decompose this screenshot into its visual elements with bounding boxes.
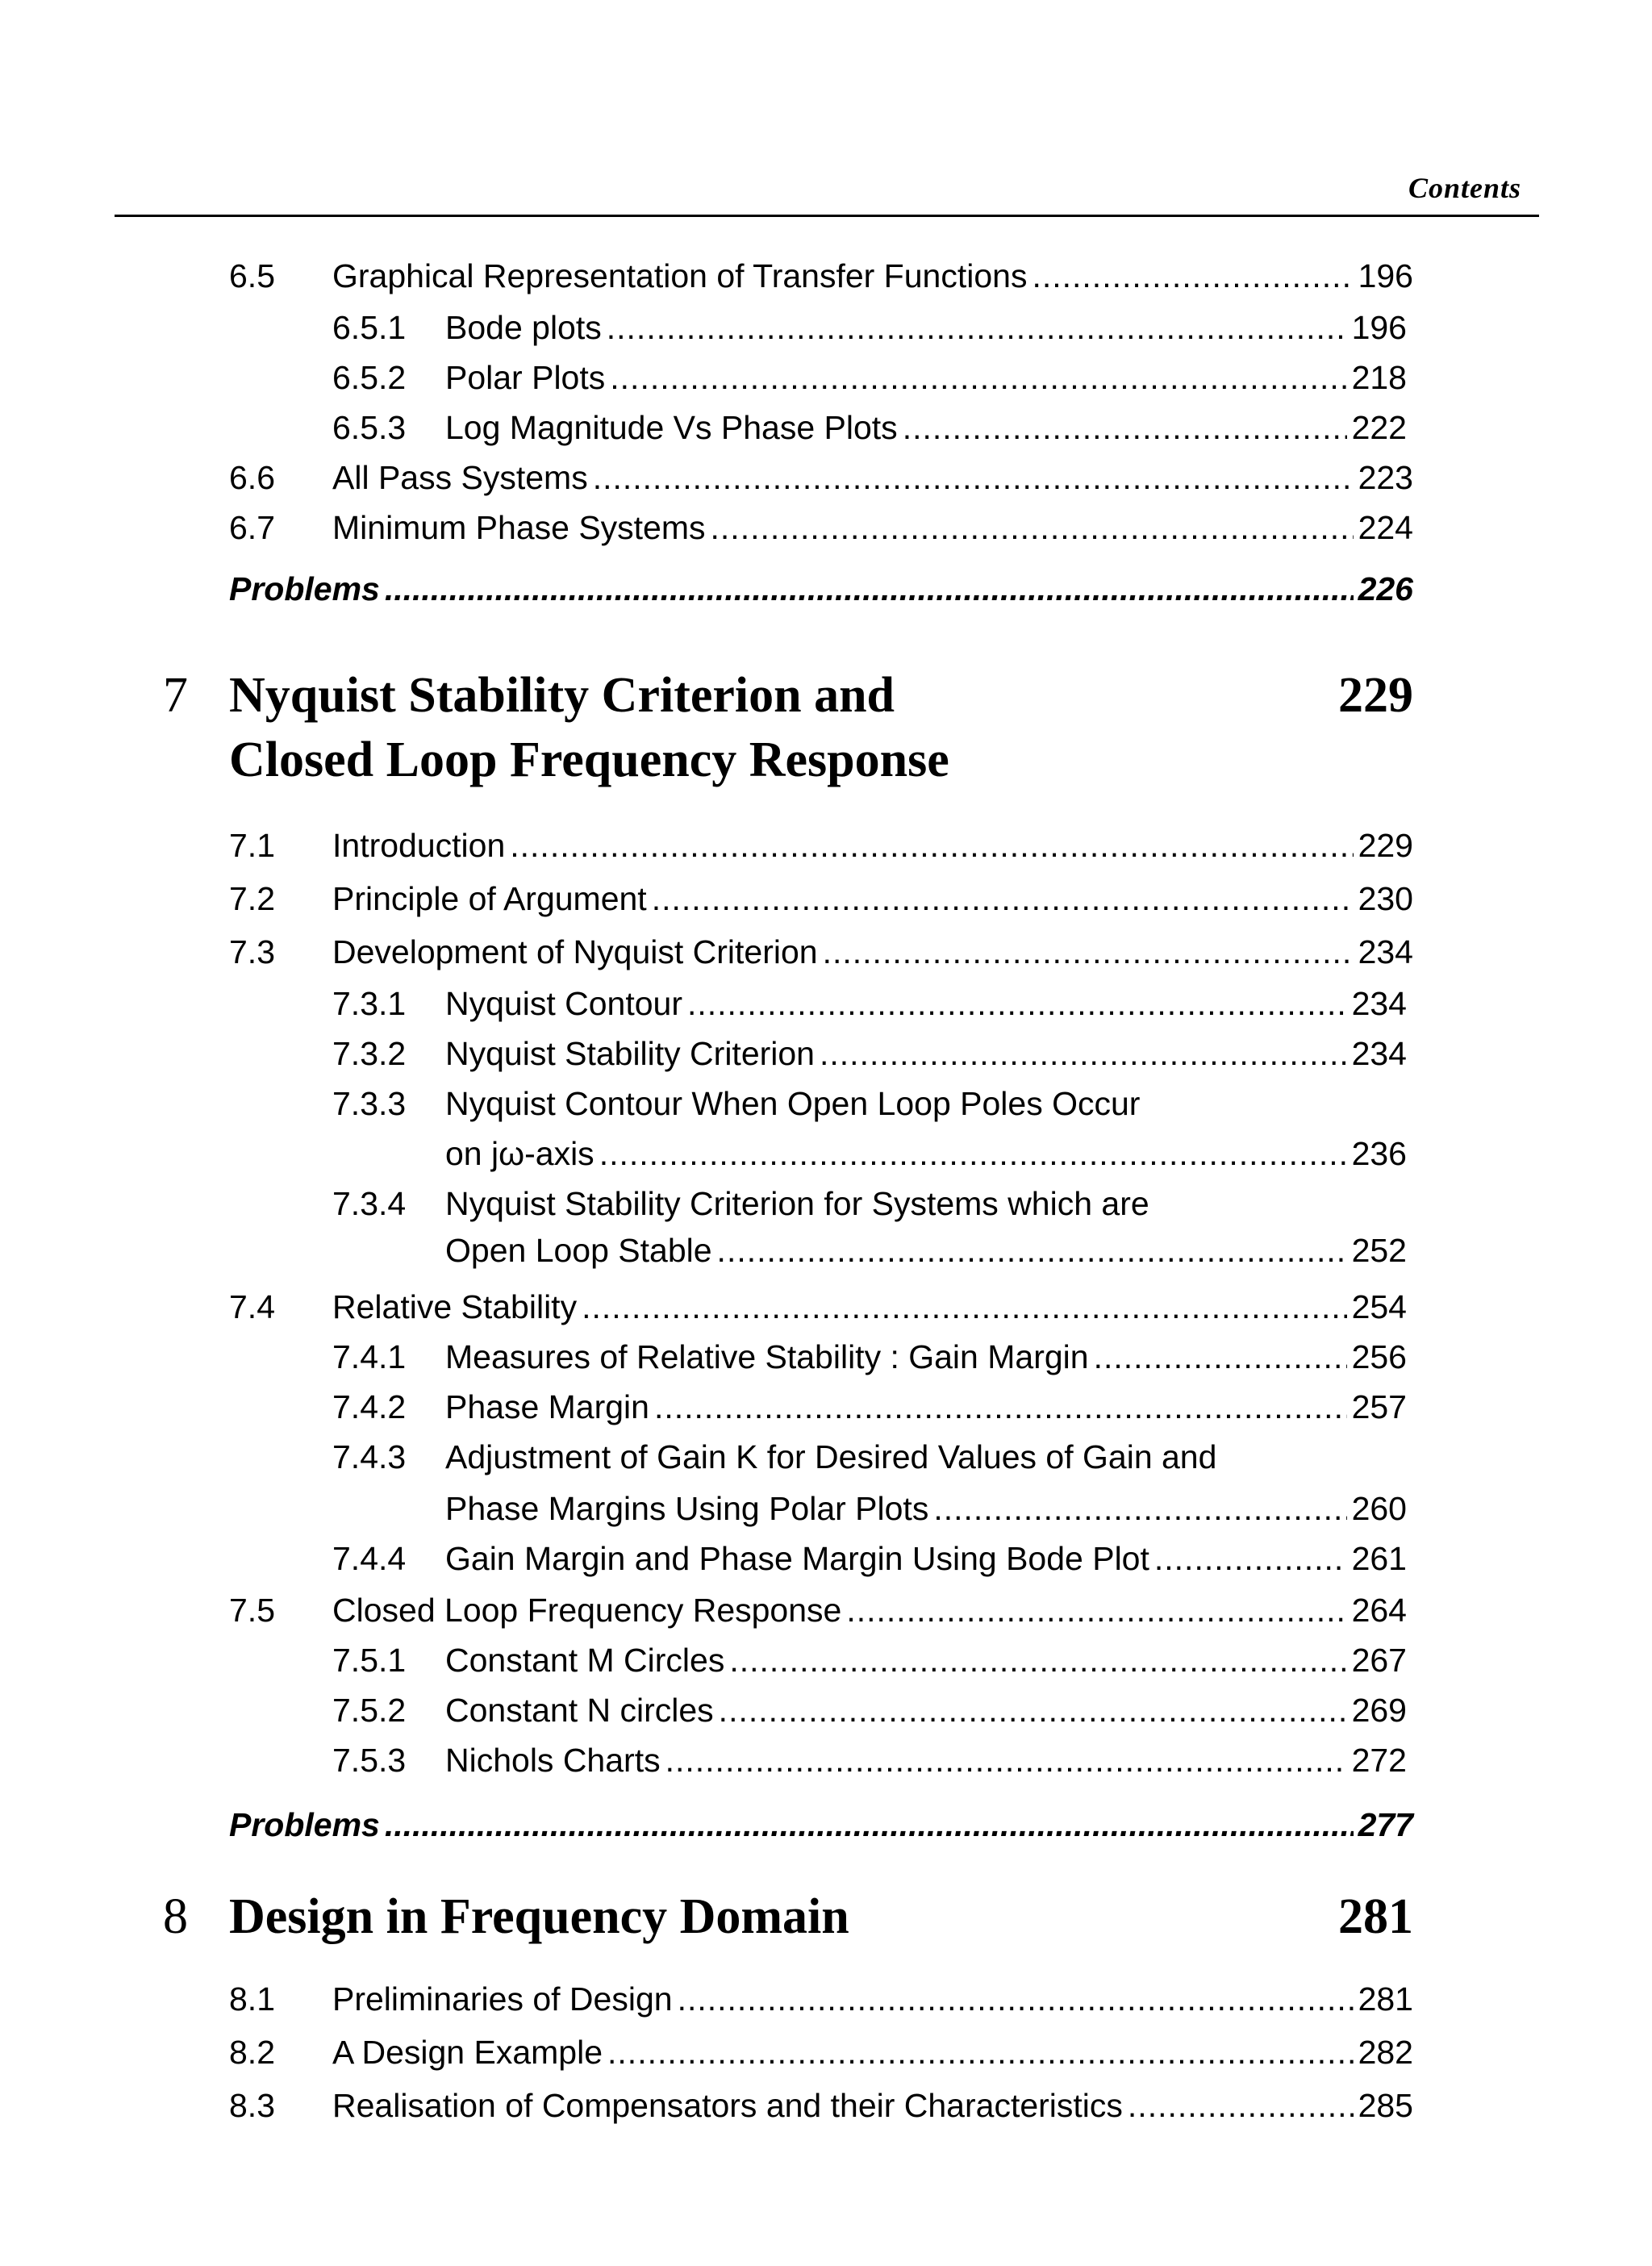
page-number: 226 bbox=[1358, 570, 1413, 607]
page-number: 272 bbox=[1351, 1742, 1407, 1779]
toc-entry-6-5[interactable] bbox=[0, 252, 1652, 300]
chapter-page-number: 281 bbox=[1338, 1889, 1413, 1944]
dot-leader bbox=[729, 1636, 1346, 1684]
dot-leader bbox=[678, 1975, 1354, 2023]
toc-entry-7-4-2[interactable] bbox=[0, 1383, 1652, 1431]
section-title: Log Magnitude Vs Phase Plots bbox=[445, 409, 898, 446]
section-title: Adjustment of Gain K for Desired Values of Gain and bbox=[445, 1438, 1217, 1475]
section-title: Principle of Argument bbox=[332, 880, 647, 917]
section-title: Closed Loop Frequency Response bbox=[332, 1592, 842, 1629]
section-number: 7.2 bbox=[229, 880, 275, 917]
page-number: 218 bbox=[1351, 359, 1407, 396]
toc-entry-6-6[interactable] bbox=[0, 453, 1652, 502]
section-number: 7.5 bbox=[229, 1592, 275, 1629]
dot-leader bbox=[1032, 252, 1353, 300]
section-number: 7.5.1 bbox=[332, 1642, 407, 1679]
dot-leader bbox=[1154, 1534, 1347, 1583]
toc-entry-7-4-3-continued[interactable] bbox=[0, 1484, 1652, 1533]
section-number: 6.7 bbox=[229, 509, 275, 546]
section-number: 7.4.3 bbox=[332, 1438, 407, 1475]
section-number: 6.5.2 bbox=[332, 359, 407, 396]
page-number: 267 bbox=[1351, 1642, 1407, 1679]
section-number: 6.5 bbox=[229, 257, 275, 294]
chapter-title-line1: Design in Frequency Domain bbox=[229, 1889, 849, 1944]
section-title: A Design Example bbox=[332, 2034, 603, 2071]
dot-leader bbox=[582, 1283, 1347, 1331]
dot-leader bbox=[665, 1736, 1347, 1784]
section-title: Problems bbox=[229, 1806, 380, 1843]
section-title: Relative Stability bbox=[332, 1288, 578, 1325]
running-header: Contents bbox=[1408, 172, 1521, 204]
toc-entry-7-4-4[interactable] bbox=[0, 1534, 1652, 1583]
dot-leader bbox=[687, 979, 1347, 1028]
section-number: 7.4.4 bbox=[332, 1540, 407, 1577]
section-number: 7.5.3 bbox=[332, 1742, 407, 1779]
toc-entry-7-3-2[interactable] bbox=[0, 1029, 1652, 1078]
dot-leader bbox=[510, 821, 1353, 870]
section-number: 7.3.2 bbox=[332, 1035, 407, 1072]
section-title: Minimum Phase Systems bbox=[332, 509, 706, 546]
dot-leader bbox=[593, 453, 1354, 502]
toc-entry-6-5-2[interactable] bbox=[0, 353, 1652, 402]
toc-entry-7-5-3[interactable] bbox=[0, 1736, 1652, 1784]
section-number: 8.3 bbox=[229, 2087, 275, 2124]
section-title-continued: Open Loop Stable bbox=[445, 1232, 712, 1269]
section-number: 8.1 bbox=[229, 1980, 275, 2018]
page-number: 223 bbox=[1358, 459, 1413, 496]
dot-leader bbox=[654, 1383, 1347, 1431]
dot-leader bbox=[846, 1586, 1346, 1634]
section-title: Nyquist Contour bbox=[445, 985, 682, 1022]
chapter-page-number: 229 bbox=[1338, 668, 1413, 723]
section-title: Problems bbox=[229, 570, 380, 607]
page-number: 281 bbox=[1358, 1980, 1413, 2018]
toc-entry-8-1[interactable] bbox=[0, 1975, 1652, 2023]
toc-entry-6-5-1[interactable] bbox=[0, 303, 1652, 352]
section-number: 6.6 bbox=[229, 459, 275, 496]
header-rule bbox=[115, 215, 1539, 217]
dot-leader bbox=[385, 1801, 1354, 1849]
section-number: 8.2 bbox=[229, 2034, 275, 2071]
section-number: 7.3.1 bbox=[332, 985, 407, 1022]
section-title: Polar Plots bbox=[445, 359, 606, 396]
page-number: 260 bbox=[1351, 1490, 1407, 1527]
section-number: 7.4.2 bbox=[332, 1388, 407, 1425]
section-title: Nyquist Contour When Open Loop Poles Occur bbox=[445, 1085, 1141, 1122]
dot-leader bbox=[719, 1686, 1347, 1734]
page-number: 234 bbox=[1351, 1035, 1407, 1072]
toc-entry-6-5-3[interactable] bbox=[0, 403, 1652, 452]
toc-entry-8-2[interactable] bbox=[0, 2028, 1652, 2076]
toc-entry-6-7[interactable] bbox=[0, 503, 1652, 552]
toc-entry-7-5-1[interactable] bbox=[0, 1636, 1652, 1684]
toc-entry-7-3[interactable] bbox=[0, 928, 1652, 976]
section-title: All Pass Systems bbox=[332, 459, 588, 496]
dot-leader bbox=[823, 928, 1354, 976]
section-number: 7.5.2 bbox=[332, 1692, 407, 1729]
chapter-title-line1: Nyquist Stability Criterion and bbox=[229, 668, 895, 723]
dot-leader bbox=[599, 1129, 1347, 1178]
dot-leader bbox=[652, 874, 1354, 923]
section-number: 7.4 bbox=[229, 1288, 275, 1325]
section-number: 7.3.4 bbox=[332, 1185, 407, 1222]
toc-entry-7-4-3[interactable] bbox=[0, 1433, 1652, 1481]
page-number: 196 bbox=[1351, 309, 1407, 346]
section-title: Phase Margin bbox=[445, 1388, 649, 1425]
section-title: Graphical Representation of Transfer Functions bbox=[332, 257, 1028, 294]
section-title-continued: on jω-axis bbox=[445, 1135, 594, 1172]
page-number: 229 bbox=[1358, 827, 1413, 864]
page-number: 285 bbox=[1358, 2087, 1413, 2124]
chapter-number: 7 bbox=[163, 668, 188, 723]
section-title: Realisation of Compensators and their Characteristics bbox=[332, 2087, 1123, 2124]
dot-leader bbox=[903, 403, 1347, 452]
dot-leader bbox=[820, 1029, 1347, 1078]
toc-entry-7-3-4[interactable] bbox=[0, 1179, 1652, 1228]
page-number: 196 bbox=[1358, 257, 1413, 294]
page-number: 257 bbox=[1351, 1388, 1407, 1425]
page-number: 234 bbox=[1351, 985, 1407, 1022]
section-number: 7.4.1 bbox=[332, 1338, 407, 1375]
section-number: 7.1 bbox=[229, 827, 275, 864]
section-title: Introduction bbox=[332, 827, 506, 864]
dot-leader bbox=[607, 303, 1347, 352]
section-title: Constant N circles bbox=[445, 1692, 714, 1729]
page-number: 230 bbox=[1358, 880, 1413, 917]
section-number: 6.5.1 bbox=[332, 309, 407, 346]
toc-entry-problems-7[interactable] bbox=[0, 1801, 1652, 1849]
toc-entry-7-1[interactable] bbox=[0, 821, 1652, 870]
page-number: 277 bbox=[1358, 1806, 1413, 1843]
toc-entry-7-3-3-continued[interactable] bbox=[0, 1129, 1652, 1178]
toc-entry-7-4-1[interactable] bbox=[0, 1333, 1652, 1381]
toc-entry-problems-6[interactable] bbox=[0, 565, 1652, 613]
toc-entry-7-5[interactable] bbox=[0, 1586, 1652, 1634]
toc-entry-7-5-2[interactable] bbox=[0, 1686, 1652, 1734]
page-number: 264 bbox=[1351, 1592, 1407, 1629]
section-number: 7.3.3 bbox=[332, 1085, 407, 1122]
page-number: 222 bbox=[1351, 409, 1407, 446]
dot-leader bbox=[385, 565, 1354, 613]
chapter-title-line2: Closed Loop Frequency Response bbox=[229, 732, 949, 787]
dot-leader bbox=[1128, 2081, 1354, 2130]
page-number: 254 bbox=[1351, 1288, 1407, 1325]
dot-leader bbox=[717, 1226, 1347, 1275]
section-title: Constant M Circles bbox=[445, 1642, 725, 1679]
toc-entry-7-3-4-continued[interactable] bbox=[0, 1226, 1652, 1275]
page-number: 261 bbox=[1351, 1540, 1407, 1577]
section-number: 6.5.3 bbox=[332, 409, 407, 446]
page-number: 224 bbox=[1358, 509, 1413, 546]
section-title: Development of Nyquist Criterion bbox=[332, 933, 818, 970]
section-title: Nyquist Stability Criterion for Systems which are bbox=[445, 1185, 1149, 1222]
section-number: 7.3 bbox=[229, 933, 275, 970]
toc-entry-7-2[interactable] bbox=[0, 874, 1652, 923]
section-title-continued: Phase Margins Using Polar Plots bbox=[445, 1490, 929, 1527]
dot-leader bbox=[610, 353, 1346, 402]
dot-leader bbox=[711, 503, 1354, 552]
dot-leader bbox=[1094, 1333, 1347, 1381]
page-number: 234 bbox=[1358, 933, 1413, 970]
page-number: 256 bbox=[1351, 1338, 1407, 1375]
page-number: 252 bbox=[1351, 1232, 1407, 1269]
toc-entry-8-3[interactable] bbox=[0, 2081, 1652, 2130]
section-title: Bode plots bbox=[445, 309, 602, 346]
page-number: 269 bbox=[1351, 1692, 1407, 1729]
toc-entry-7-3-1[interactable] bbox=[0, 979, 1652, 1028]
section-title: Preliminaries of Design bbox=[332, 1980, 673, 2018]
chapter-number: 8 bbox=[163, 1889, 188, 1944]
section-title: Measures of Relative Stability : Gain Margin bbox=[445, 1338, 1089, 1375]
section-title: Nyquist Stability Criterion bbox=[445, 1035, 815, 1072]
toc-entry-7-4[interactable] bbox=[0, 1283, 1652, 1331]
toc-entry-7-3-3[interactable] bbox=[0, 1079, 1652, 1128]
section-title: Nichols Charts bbox=[445, 1742, 661, 1779]
page-number: 236 bbox=[1351, 1135, 1407, 1172]
section-title: Gain Margin and Phase Margin Using Bode Plot bbox=[445, 1540, 1149, 1577]
page-number: 282 bbox=[1358, 2034, 1413, 2071]
dot-leader bbox=[607, 2028, 1354, 2076]
dot-leader bbox=[933, 1484, 1346, 1533]
